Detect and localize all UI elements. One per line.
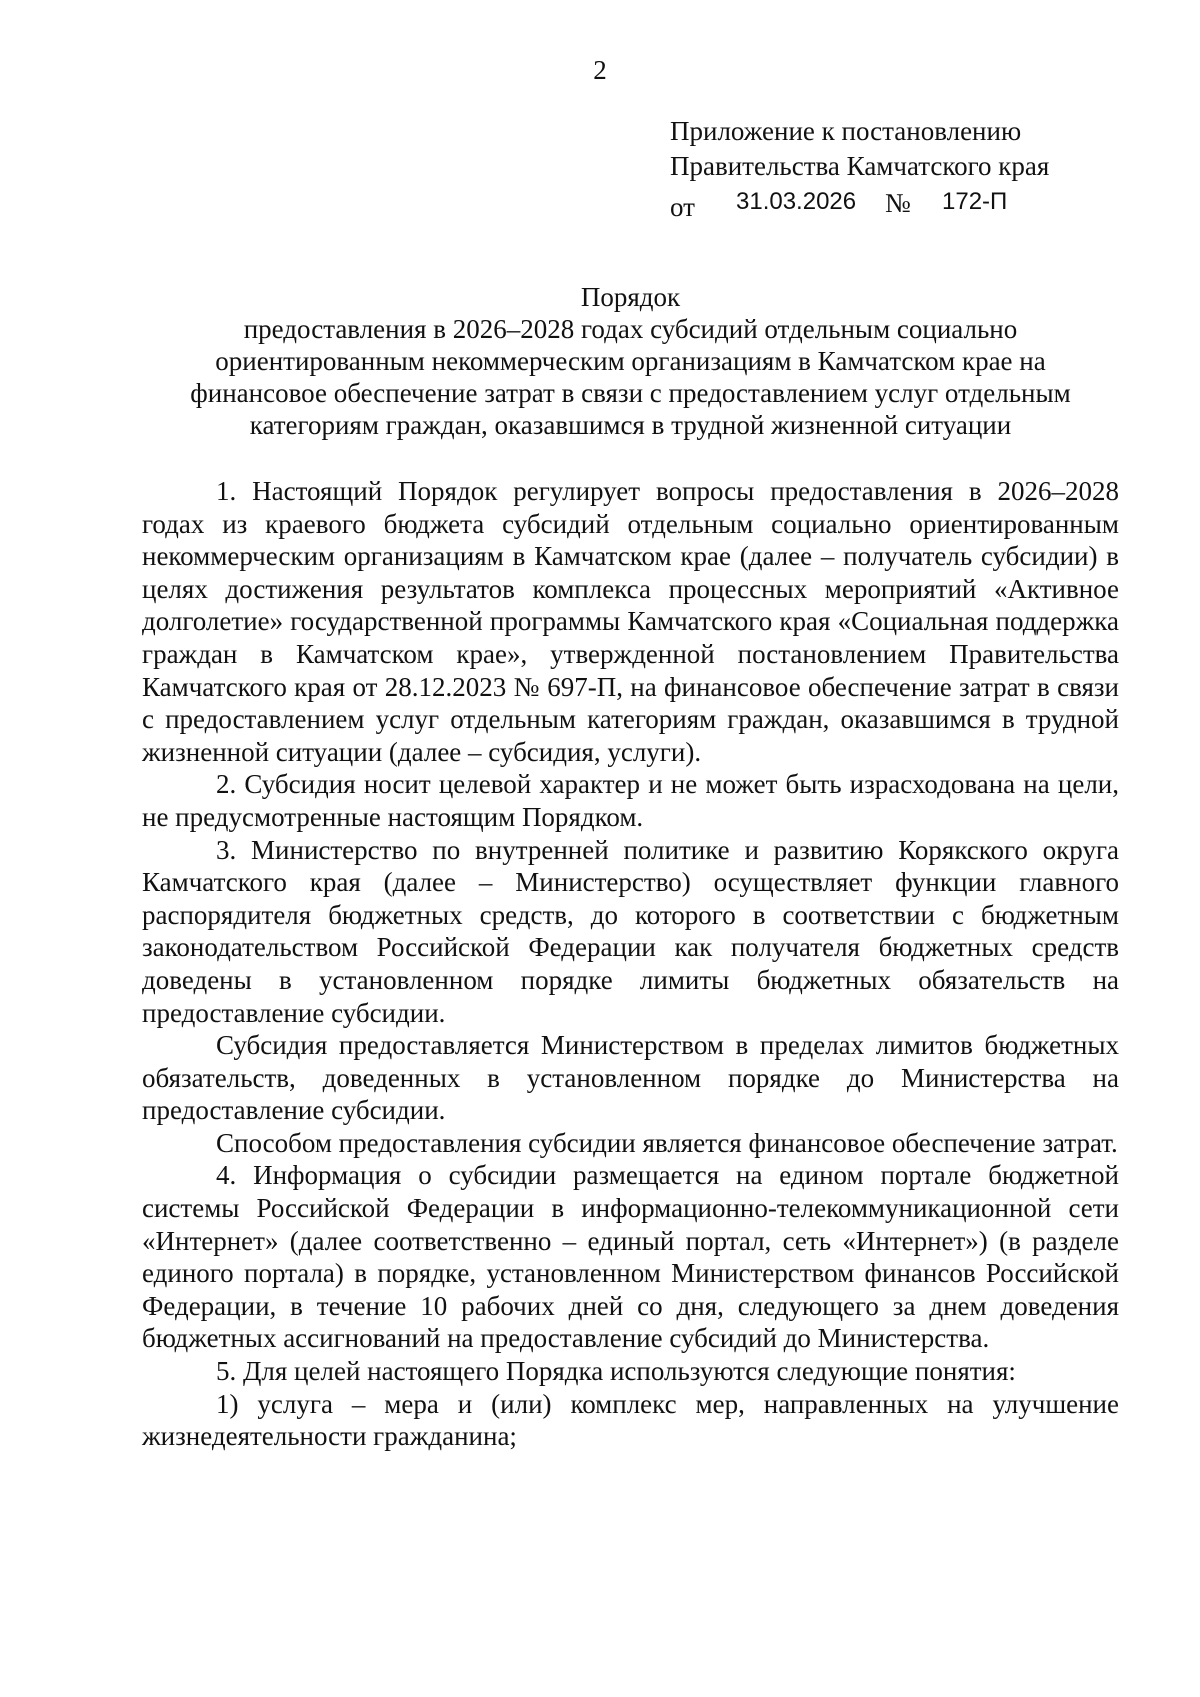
paragraph-6: 4. Информация о субсидии размещается на едином портале бюджетной системы Российской Федерации в информационно-телекоммуникационной сети «Интернет» (далее соответственно – единый портал, сеть «Интернет») (в разделе единого портала) в порядке, установленном Министерством финансов Российской Федерации, в течение 10 рабочих дней со дня, следующего за днем доведения бюджетных ассигнований на предоставление субсидий до Министерства.: [142, 1160, 1119, 1354]
page-number: 2: [593, 55, 607, 85]
paragraph-8: 1) услуга – мера и (или) комплекс мер, направленных на улучшение жизнедеятельности гражданина;: [142, 1388, 1119, 1452]
appendix-line-2: Правительства Камчатского края: [670, 151, 1050, 181]
paragraph-3: 3. Министерство по внутренней политике и развитию Корякского округа Камчатского края (далее – Министерство) осуществляет функции главного распорядителя бюджетных средств, до которого в соответствии с бюджетным законодательством Российской Федерации как получателя бюджетных средств доведены в установленном порядке лимиты бюджетных обязательств на предоставление субсидии.: [142, 834, 1119, 1028]
paragraph-1: 1. Настоящий Порядок регулирует вопросы предоставления в 2026–2028 годах из краевого бюджета субсидий отдельным социально ориентированным некоммерческим организациям в Камчатском крае (далее – получатель субсидии) в целях достижения результатов комплекса процессных мероприятий «Активное долголетие» государственной программы Камчатского края «Социальная поддержка граждан в Камчатском крае», утвержденной постановлением Правительства Камчатского края от 28.12.2023 № 697-П, на финансовое обеспечение затрат в связи с предоставлением услуг отдельным категориям граждан, оказавшимся в трудной жизненной ситуации (далее – субсидия, услуги).: [142, 476, 1119, 767]
paragraph-2: 2. Субсидия носит целевой характер и не может быть израсходована на цели, не предусмотренные настоящим Порядком.: [142, 769, 1119, 832]
appendix-header: [670, 114, 1049, 220]
document-body: [142, 475, 1119, 1453]
title-line-4: финансовое обеспечение затрат в связи с предоставлением услуг отдельным: [190, 378, 1071, 408]
title-line-1: Порядок: [580, 282, 681, 312]
title-line-5: категориям граждан, оказавшимся в трудной жизненной ситуации: [249, 410, 1012, 440]
title-line-3: ориентированным некоммерческим организациям в Камчатском крае на: [215, 346, 1046, 376]
appendix-line-1: Приложение к постановлению: [670, 116, 1022, 146]
paragraph-4: Субсидия предоставляется Министерством в пределах лимитов бюджетных обязательств, доведенных в установленном порядке до Министерства на предоставление субсидии.: [142, 1030, 1119, 1126]
paragraph-5: Способом предоставления субсидии является финансовое обеспечение затрат.: [216, 1127, 1118, 1158]
from-label: от: [670, 192, 695, 222]
paragraph-7: 5. Для целей настоящего Порядка используются следующие понятия:: [216, 1356, 1016, 1387]
appendix-date-row: [670, 184, 1049, 220]
number-label: №: [885, 188, 911, 218]
resolution-number: 172-П: [942, 188, 1008, 215]
document-title: [142, 281, 1119, 441]
title-line-2: предоставления в 2026–2028 годах субсидий отдельным социально: [243, 314, 1018, 344]
resolution-date: 31.03.2026: [736, 188, 857, 215]
